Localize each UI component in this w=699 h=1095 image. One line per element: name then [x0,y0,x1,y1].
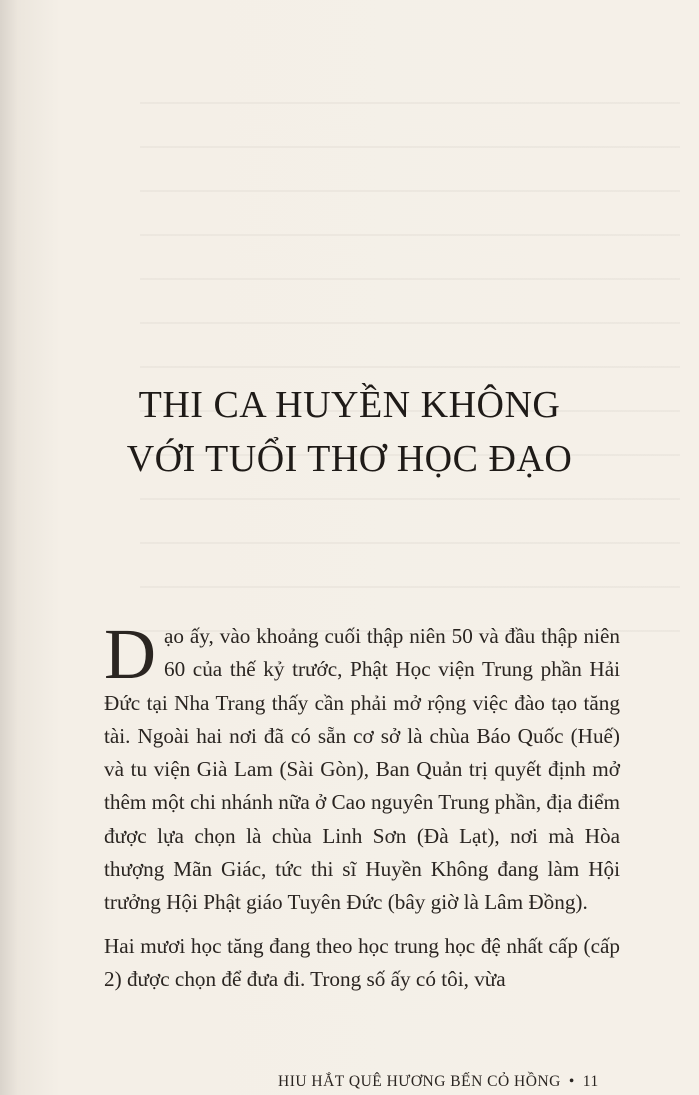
show-through-text [140,80,680,640]
page-number: 11 [582,1073,599,1090]
running-footer [278,1073,618,1091]
paragraph-1-text: ạo ấy, vào khoảng cuối thập niên 50 và đầu thập niên 60 của thế kỷ trước, Phật Học viện Trung phần Hải Đức tại Nha Trang thấy cần phải mở rộng việc đào tạo tăng tài. Ngoài hai nơi đã có sẵn cơ sở là chùa Báo Quốc (Huế) và tu viện Già Lam (Sài Gòn), Ban Quản trị quyết định mở thêm một chi nhánh nữa ở Cao nguyên Trung phần, địa điểm được lựa chọn là chùa Linh Sơn (Đà Lạt), nơi mà Hòa thượng Mãn Giác, tức thi sĩ Huyền Không đang làm Hội trưởng Hội Phật giáo Tuyên Đức (bây giờ là Lâm Đồng). [104,624,620,915]
footer-book-title: HIU HẮT QUÊ HƯƠNG BẾN CỎ HỒNG [278,1073,561,1090]
drop-cap: D [104,614,156,694]
footer-separator: • [568,1073,575,1090]
chapter-title-line-1: THI CA HUYỀN KHÔNG [138,384,561,426]
paragraph-2: Hai mươi học tăng đang theo học trung học đệ nhất cấp (cấp 2) được chọn để đưa đi. Trong số ấy có tôi, vừa [104,933,620,991]
chapter-title-line-2: VỚI TUỔI THƠ HỌC ĐẠO [126,438,573,480]
body-text [104,614,620,996]
paragraph-1 [104,614,620,920]
chapter-title [0,378,699,486]
